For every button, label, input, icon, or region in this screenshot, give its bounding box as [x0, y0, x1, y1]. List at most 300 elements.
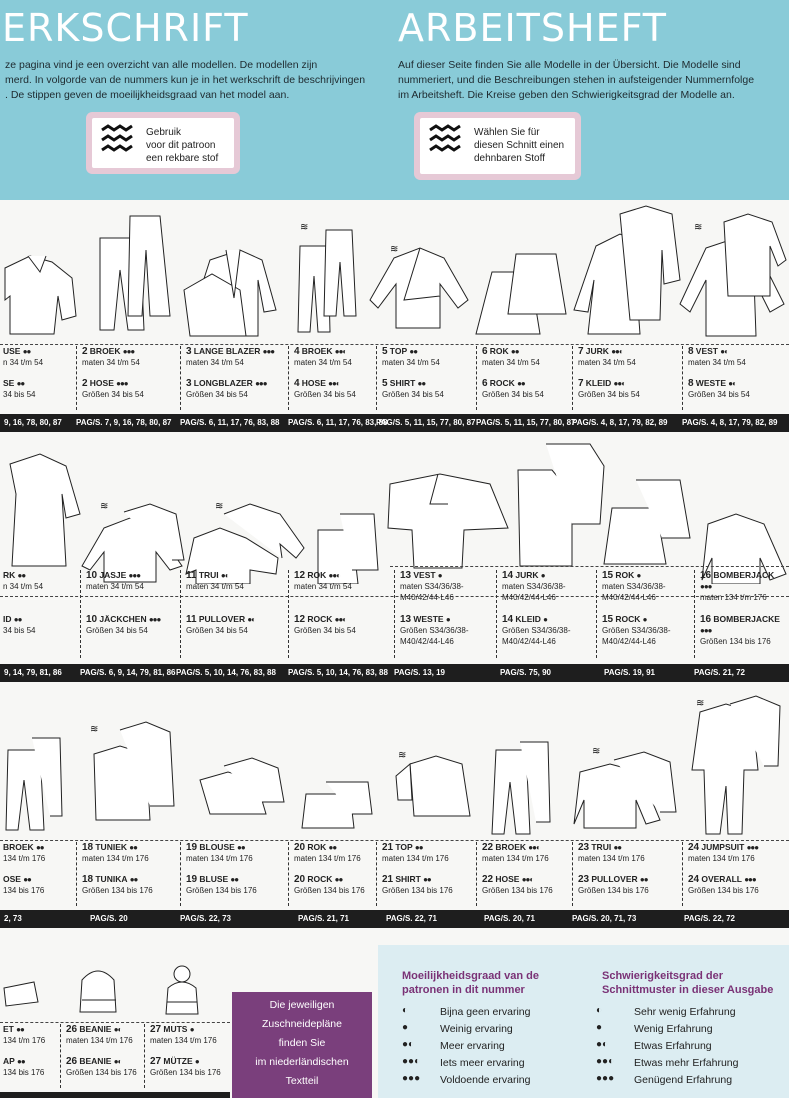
rule — [0, 344, 789, 345]
model-entry-de — [502, 614, 594, 647]
difficulty-dots: ●●● — [122, 347, 135, 356]
model-title — [688, 346, 746, 357]
model-title — [186, 570, 244, 581]
model-entry-nl — [66, 1024, 133, 1046]
model-entry-nl — [482, 842, 549, 864]
difficulty-dots: ●● — [16, 379, 25, 388]
model-number: 21 — [382, 874, 394, 885]
jeans-illustration — [492, 742, 550, 834]
size-range: 134 t/m 176 — [3, 1036, 46, 1045]
size-range: maten 34 t/m 54 — [382, 358, 440, 367]
note-line: diesen Schnitt einen — [474, 140, 565, 151]
legend-label: Wenig Erfahrung — [634, 1023, 713, 1035]
pompom-hat-illustration — [166, 966, 198, 1014]
model-title — [382, 346, 440, 357]
model-entry-de — [400, 614, 494, 647]
size-range: Größen 34 bis 54 — [186, 390, 248, 399]
intro-line: Auf dieser Seite finden Sie alle Modelle in der Übersicht. Die Modelle sind — [398, 59, 741, 71]
size-range: 34 bis 54 — [3, 390, 36, 399]
page-ref: PAG/S. 75, 90 — [500, 668, 551, 677]
difficulty-dots: ● — [189, 1025, 194, 1034]
model-name: HOSE — [89, 378, 114, 388]
model-number: 18 — [82, 842, 94, 853]
size-range: 134 bis 176 — [3, 1068, 45, 1077]
page-ref: 9, 14, 79, 81, 86 — [4, 668, 62, 677]
intro-nl — [5, 58, 385, 103]
page-ref: PAG/S. 22, 73 — [180, 914, 231, 923]
size-range: Größen 34 bis 54 — [86, 626, 148, 635]
model-name: LONGBLAZER — [193, 378, 253, 388]
model-name: JURK — [585, 346, 609, 356]
model-number: 12 — [294, 570, 306, 581]
difficulty-dots: ●◐ — [113, 1025, 122, 1034]
blouse-illustration — [200, 758, 284, 814]
legend-title-nl — [402, 969, 539, 997]
model-name: ROCK — [307, 614, 333, 624]
model-title — [482, 874, 553, 885]
model-entry-nl — [294, 570, 352, 592]
model-entry-nl — [3, 570, 43, 592]
size-range: Größen 134 bis 176 — [482, 886, 553, 895]
model-entry-de — [294, 378, 356, 400]
model-entry-nl — [150, 1024, 217, 1046]
difficulty-dots: ●●◐ — [328, 571, 340, 580]
page-ref: PAG/S. 6, 11, 17, 76, 83, 88 — [180, 418, 280, 427]
row3-illustrations — [0, 690, 789, 836]
model-cell — [80, 570, 178, 658]
model-name: TUNIEK — [95, 842, 127, 852]
size-range: maten 34 t/m 54 — [86, 582, 144, 591]
model-cell — [376, 842, 474, 906]
model-entry-nl — [82, 842, 149, 864]
size-range: maten 134 t/m 176 — [150, 1036, 217, 1045]
legend-dots: ●●● — [402, 1073, 421, 1084]
model-title — [700, 614, 787, 636]
model-cell — [288, 842, 374, 906]
model-entry-de — [3, 378, 35, 400]
model-title — [382, 874, 453, 885]
model-number: 26 — [66, 1024, 78, 1035]
difficulty-dots: ●●● — [128, 571, 141, 580]
model-title — [382, 378, 444, 389]
model-title — [400, 570, 494, 581]
difficulty-dots: ●● — [423, 875, 431, 884]
size-range: maten 34 t/m 54 — [82, 358, 140, 367]
size-range: Größen 134 bis 176 — [688, 886, 759, 895]
model-number: 3 — [186, 346, 192, 357]
page-ref: 2, 73 — [4, 914, 22, 923]
model-cell — [288, 570, 392, 658]
dress-illustration — [574, 206, 680, 334]
model-number: 15 — [602, 614, 614, 625]
model-title — [186, 874, 257, 885]
model-name: ROCK — [489, 378, 515, 388]
row4-cells — [0, 1024, 230, 1088]
note-line: Wählen Sie für — [474, 127, 540, 138]
rule — [0, 1022, 230, 1023]
page-ref: PAG/S. 20 — [90, 914, 128, 923]
model-cell — [572, 346, 680, 410]
model-name: MUTS — [163, 1024, 188, 1034]
page-ref: PAG/S. 5, 11, 15, 77, 80, 87 — [476, 418, 576, 427]
model-name: JURK — [515, 570, 539, 580]
cutting-plan-note — [232, 992, 372, 1098]
model-entry-de — [66, 1056, 137, 1078]
skirt-illustration — [302, 782, 372, 828]
model-name: ET — [3, 1024, 14, 1034]
model-cell — [682, 346, 787, 410]
model-number: 7 — [578, 346, 584, 357]
model-cell — [496, 570, 594, 658]
size-range: maten 134 t/m 176 — [382, 854, 449, 863]
model-entry-nl — [186, 346, 274, 368]
legend-dots: ●●◐ — [596, 1056, 615, 1067]
model-number: 20 — [294, 874, 306, 885]
model-title — [578, 874, 649, 885]
note-line: Zuschneidepläne — [262, 1018, 342, 1030]
trousers-illustration — [298, 230, 356, 332]
model-entry-nl — [578, 842, 645, 864]
difficulty-dots: ●● — [334, 875, 343, 884]
difficulty-dots: ●● — [16, 1025, 24, 1034]
size-range: Größen 134 bis 176 — [294, 886, 365, 895]
legend-label: Sehr wenig Erfahrung — [634, 1006, 736, 1018]
model-name: ROK — [489, 346, 509, 356]
title-de: ARBEITSHEFT — [398, 6, 668, 50]
model-title — [294, 842, 361, 853]
model-name: KLEID — [585, 378, 612, 388]
model-number: 3 — [186, 378, 192, 389]
page-ref: PAG/S. 21, 72 — [694, 668, 745, 677]
model-name: HOSE — [495, 874, 520, 884]
size-range: Größen 34 bis 54 — [82, 390, 144, 399]
note-line: Die jeweiligen — [269, 999, 335, 1011]
legend-label: Weinig ervaring — [440, 1023, 513, 1035]
size-range: maten 134 t/m 176 — [186, 854, 253, 863]
model-name: RK — [3, 570, 16, 580]
stretch-mark-icon: ≋ — [696, 698, 705, 709]
difficulty-dots: ●●◐ — [328, 379, 340, 388]
model-entry-nl — [186, 842, 253, 864]
difficulty-dots: ●● — [129, 875, 138, 884]
note-line: dehnbaren Stoff — [474, 153, 545, 164]
model-name: JASJE — [99, 570, 127, 580]
legend-label: Genügend Erfahrung — [634, 1074, 733, 1086]
model-entry-de — [86, 614, 160, 636]
difficulty-dots: ●● — [414, 843, 423, 852]
model-title — [688, 874, 759, 885]
model-entry-nl — [82, 346, 140, 368]
size-range: maten 134 t/m 176 — [700, 593, 767, 602]
model-cell — [0, 346, 74, 410]
model-entry-de — [578, 874, 649, 896]
model-entry-nl — [602, 570, 692, 603]
model-title — [66, 1056, 137, 1067]
model-entry-nl — [3, 842, 45, 864]
size-range: Größen 34 bis 54 — [294, 390, 356, 399]
model-cell — [288, 346, 374, 410]
model-cell — [682, 842, 787, 906]
page-ref-bar — [0, 664, 789, 682]
intro-de — [398, 58, 778, 103]
wrap-top-illustration — [370, 248, 468, 328]
model-entry-de — [82, 874, 153, 896]
tunic-illustration — [94, 722, 174, 820]
difficulty-dots: ●●● — [262, 347, 275, 356]
model-entry-nl — [688, 346, 746, 368]
note-line: een rekbare stof — [146, 153, 219, 164]
difficulty-dots: ●● — [510, 347, 519, 356]
model-name: MÜTZE — [163, 1056, 193, 1066]
page-ref: PAG/S. 13, 19 — [394, 668, 445, 677]
stretch-mark-icon: ≋ — [390, 244, 399, 255]
model-name: OSE — [3, 874, 21, 884]
model-entry-de — [602, 614, 692, 647]
difficulty-dots: ●● — [17, 571, 26, 580]
size-range: maten 134 t/m 176 — [82, 854, 149, 863]
page-ref: PAG/S. 20, 71, 73 — [572, 914, 637, 923]
difficulty-dots: ●●● — [148, 615, 161, 624]
note-line: Gebruik — [146, 127, 182, 138]
legend-dots: ● — [596, 1022, 603, 1033]
difficulty-dots: ●● — [22, 347, 31, 356]
size-range: maten 34 t/m 54 — [578, 358, 636, 367]
legend-dots: ●◐ — [402, 1039, 415, 1050]
model-cell — [476, 842, 570, 906]
model-cell — [376, 346, 474, 410]
model-name: SE — [3, 378, 15, 388]
difficulty-dots: ● — [543, 615, 547, 624]
model-title — [482, 346, 540, 357]
top-illustration — [396, 756, 470, 816]
difficulty-dots: ●●◐ — [528, 843, 540, 852]
note-line: im niederländischen — [255, 1056, 349, 1068]
difficulty-dots: ●● — [328, 843, 337, 852]
model-cell — [180, 842, 286, 906]
model-name: OVERALL — [701, 874, 742, 884]
model-number: 27 — [150, 1024, 162, 1035]
difficulty-dots: ●● — [613, 843, 622, 852]
model-name: JUMPSUIT — [701, 842, 745, 852]
model-cell — [394, 570, 494, 658]
size-range: Größen 34 bis 54 — [186, 626, 248, 635]
size-range: maten 34 t/m 54 — [294, 358, 352, 367]
difficulty-dots: ●●◐ — [334, 347, 347, 356]
legend-dots: ● — [402, 1022, 409, 1033]
size-range: maten 34 t/m 54 — [294, 582, 352, 591]
headband-illustration — [4, 982, 38, 1006]
model-title — [186, 842, 253, 853]
model-number: 22 — [482, 842, 494, 853]
difficulty-dots: ●● — [13, 615, 22, 624]
trousers-illustration — [6, 738, 62, 830]
model-title — [86, 570, 144, 581]
skirt-illustration — [604, 480, 690, 564]
model-name: VEST — [413, 570, 436, 580]
legend-dots: ◐ — [402, 1005, 409, 1016]
page-ref: PAG/S. 7, 9, 16, 78, 80, 87 — [76, 418, 172, 427]
model-cell — [76, 346, 178, 410]
model-name: WESTE — [413, 614, 444, 624]
model-title — [482, 378, 544, 389]
model-entry-nl — [3, 1024, 45, 1046]
legend-dots: ●●◐ — [402, 1056, 421, 1067]
model-title — [400, 614, 494, 625]
difficulty-dots: ●●● — [116, 379, 128, 388]
model-name: ID — [3, 614, 12, 624]
model-name: LANGE BLAZER — [193, 346, 261, 356]
size-range: Größen 34 bis 54 — [482, 390, 544, 399]
model-entry-de — [382, 378, 444, 400]
size-range: n 34 t/m 54 — [3, 358, 44, 367]
model-title — [602, 614, 692, 625]
row1-cells — [0, 346, 789, 410]
difficulty-dots: ●●● — [700, 582, 712, 591]
legend-dots: ●◐ — [596, 1039, 609, 1050]
size-range: maten 34 t/m 54 — [688, 358, 746, 367]
model-cell — [60, 1024, 142, 1088]
model-cell — [0, 842, 74, 906]
difficulty-dots: ● — [445, 615, 450, 624]
size-range: Größen S34/36/38-M40/42/44-L46 — [400, 626, 469, 646]
model-entry-de — [294, 614, 356, 636]
model-number: 13 — [400, 614, 412, 625]
model-title — [294, 570, 352, 581]
model-title — [82, 842, 149, 853]
model-cell — [596, 570, 692, 658]
model-number: 14 — [502, 570, 514, 581]
model-title — [3, 614, 35, 625]
model-title — [700, 570, 787, 592]
difficulty-dots: ●●◐ — [521, 875, 534, 884]
size-range: 134 bis 176 — [3, 886, 45, 895]
model-entry-nl — [186, 570, 244, 592]
legend-label: Etwas mehr Erfahrung — [634, 1057, 739, 1069]
model-name: WESTE — [695, 378, 727, 388]
stretch-mark-icon: ≋ — [90, 724, 99, 735]
note-line: finden Sie — [278, 1037, 326, 1049]
difficulty-dots: ●●● — [744, 875, 756, 884]
model-number: 10 — [86, 570, 98, 581]
model-entry-de — [294, 874, 365, 896]
model-name: PULLOVER — [198, 614, 246, 624]
legend-label: Iets meer ervaring — [440, 1057, 525, 1069]
stretch-mark-icon: ≋ — [300, 222, 309, 233]
skirt-illustration — [476, 254, 566, 334]
model-number: 11 — [186, 570, 197, 581]
size-range: Größen 34 bis 54 — [294, 626, 356, 635]
model-entry-de — [186, 874, 257, 896]
size-range: Größen 134 bis 176 — [382, 886, 453, 895]
size-range: maten 134 t/m 176 — [578, 854, 645, 863]
model-cell — [180, 570, 286, 658]
difficulty-dots: ●●● — [700, 626, 712, 635]
intro-line: merd. In volgorde van de nummers kun je in het werkschrift de beschrijvingen — [5, 74, 366, 86]
model-number: 21 — [382, 842, 394, 853]
rule — [390, 566, 789, 567]
model-number: 5 — [382, 378, 388, 389]
model-title — [3, 1056, 44, 1067]
size-range: maten S34/36/38-M40/42/44-L46 — [502, 582, 566, 602]
model-title — [3, 570, 43, 581]
model-entry-nl — [482, 346, 540, 368]
size-range: Größen 134 bis 176 — [82, 886, 153, 895]
intro-line: nummeriert, und die Beschreibungen stehen in aufsteigender Nummernfolge — [398, 74, 755, 86]
model-title — [578, 346, 636, 357]
page-ref: PAG/S. 21, 71 — [298, 914, 349, 923]
difficulty-dots: ●● — [35, 843, 44, 852]
trousers-illustration — [100, 216, 170, 330]
model-title — [82, 378, 144, 389]
legend-dots: ●●● — [596, 1073, 615, 1084]
difficulty-dots: ●● — [23, 875, 31, 884]
dress-illustration — [10, 454, 80, 566]
model-name: TOP — [395, 842, 413, 852]
model-title — [294, 378, 356, 389]
beanie-illustration — [80, 971, 116, 1012]
model-title — [688, 378, 750, 389]
page-ref: 9, 16, 78, 80, 87 — [4, 418, 62, 427]
stretch-note-nl — [92, 118, 234, 168]
model-title — [382, 842, 449, 853]
legend-label: Bijna geen ervaring — [440, 1006, 531, 1018]
size-range: maten 34 t/m 54 — [482, 358, 540, 367]
model-number: 2 — [82, 378, 88, 389]
difficulty-dots: ● — [636, 571, 641, 580]
difficulty-dots: ●● — [639, 875, 648, 884]
model-entry-de — [482, 874, 553, 896]
size-range: maten S34/36/38-M40/42/44-L46 — [400, 582, 464, 602]
size-range: Größen 134 bis 176 — [186, 886, 257, 895]
difficulty-dots: ● — [194, 1057, 199, 1066]
difficulty-dots: ●● — [417, 379, 426, 388]
model-entry-de — [3, 874, 44, 896]
size-range: Größen S34/36/38-M40/42/44-L46 — [602, 626, 671, 646]
model-number: 8 — [688, 378, 694, 389]
size-range: Größen 34 bis 54 — [578, 390, 640, 399]
model-number: 27 — [150, 1056, 162, 1067]
page-ref: PAG/S. 22, 72 — [684, 914, 735, 923]
model-number: 2 — [82, 346, 88, 357]
model-entry-de — [688, 378, 750, 400]
model-title — [186, 614, 255, 625]
model-number: 6 — [482, 378, 488, 389]
model-entry-de — [700, 614, 787, 647]
page-ref: PAG/S. 4, 8, 17, 79, 82, 89 — [572, 418, 668, 427]
page-ref: PAG/S. 20, 71 — [484, 914, 535, 923]
difficulty-dots: ●● — [129, 843, 137, 852]
legend-dots: ◐ — [596, 1005, 603, 1016]
size-range: Größen 134 bis 176 — [700, 637, 771, 646]
page-ref-bar — [0, 414, 789, 432]
model-title — [150, 1024, 217, 1035]
row2-illustrations — [0, 434, 789, 584]
stretch-mark-icon: ≋ — [592, 746, 601, 757]
model-title — [150, 1056, 221, 1067]
model-number: 24 — [688, 874, 700, 885]
model-entry-de — [150, 1056, 221, 1078]
model-number: 24 — [688, 842, 700, 853]
model-title — [3, 346, 43, 357]
model-name: SHIRT — [389, 378, 416, 388]
size-range: 134 t/m 176 — [3, 854, 46, 863]
model-title — [502, 614, 594, 625]
difficulty-dots: ●● — [237, 843, 245, 852]
model-number: 19 — [186, 874, 198, 885]
model-entry-de — [3, 614, 35, 636]
title-nl: ERKSCHRIFT — [2, 6, 249, 50]
model-title — [82, 346, 140, 357]
